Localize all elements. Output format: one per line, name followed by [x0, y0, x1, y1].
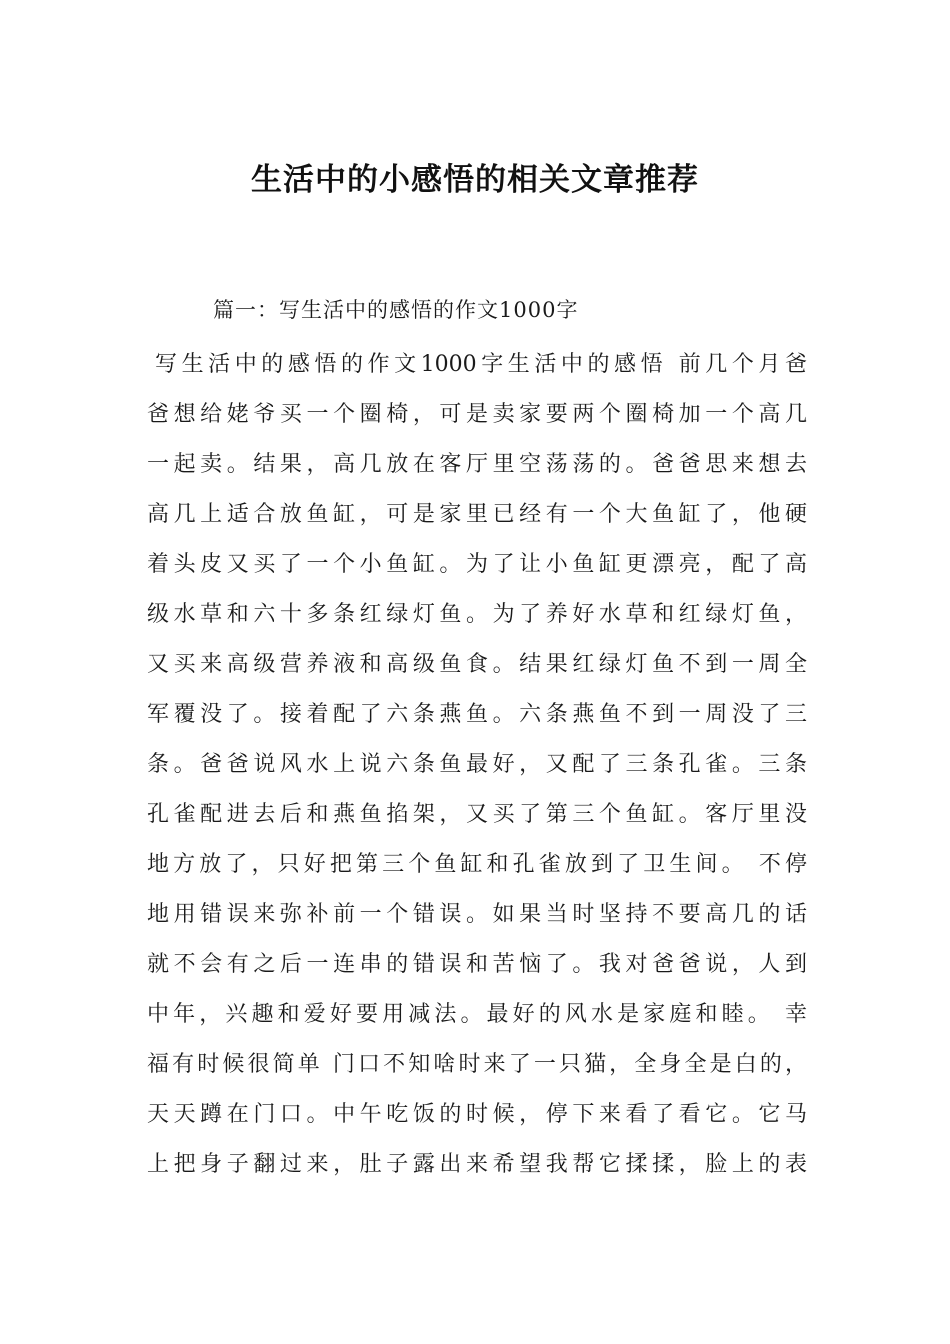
body-line: 就不会有之后一连串的错误和苦恼了。我对爸爸说，人到	[147, 952, 807, 977]
section-heading: 篇一：写生活中的感悟的作文1000字	[213, 298, 579, 322]
body-line: 上把身子翻过来，肚子露出来希望我帮它揉揉，脸上的表	[147, 1152, 807, 1177]
body-line: 军覆没了。接着配了六条燕鱼。六条燕鱼不到一周没了三	[147, 702, 807, 727]
body-line: 写生活中的感悟的作文1000字生活中的感悟 前几个月爸	[155, 352, 807, 377]
document-title: 生活中的小感悟的相关文章推荐	[251, 162, 699, 198]
body-line: 又买来高级营养液和高级鱼食。结果红绿灯鱼不到一周全	[147, 652, 807, 677]
body-line: 孔雀配进去后和燕鱼掐架，又买了第三个鱼缸。客厅里没	[147, 802, 807, 827]
body-line: 地用错误来弥补前一个错误。如果当时坚持不要高几的话	[147, 902, 807, 927]
body-line: 天天蹲在门口。中午吃饭的时候，停下来看了看它。它马	[147, 1102, 807, 1127]
body-line: 着头皮又买了一个小鱼缸。为了让小鱼缸更漂亮，配了高	[147, 552, 807, 577]
body-line: 一起卖。结果，高几放在客厅里空荡荡的。爸爸思来想去	[147, 452, 807, 477]
body-line: 级水草和六十多条红绿灯鱼。为了养好水草和红绿灯鱼，	[147, 602, 807, 627]
body-line: 福有时候很简单 门口不知啥时来了一只猫，全身全是白的，	[147, 1052, 807, 1077]
body-line: 中年，兴趣和爱好要用减法。最好的风水是家庭和睦。 幸	[147, 1002, 807, 1027]
body-line: 地方放了，只好把第三个鱼缸和孔雀放到了卫生间。 不停	[147, 852, 807, 877]
document-body	[147, 340, 807, 1190]
body-line: 爸想给姥爷买一个圈椅，可是卖家要两个圈椅加一个高几	[147, 402, 807, 427]
body-line: 高几上适合放鱼缸，可是家里已经有一个大鱼缸了，他硬	[147, 502, 807, 527]
body-line: 条。爸爸说风水上说六条鱼最好，又配了三条孔雀。三条	[147, 752, 807, 777]
